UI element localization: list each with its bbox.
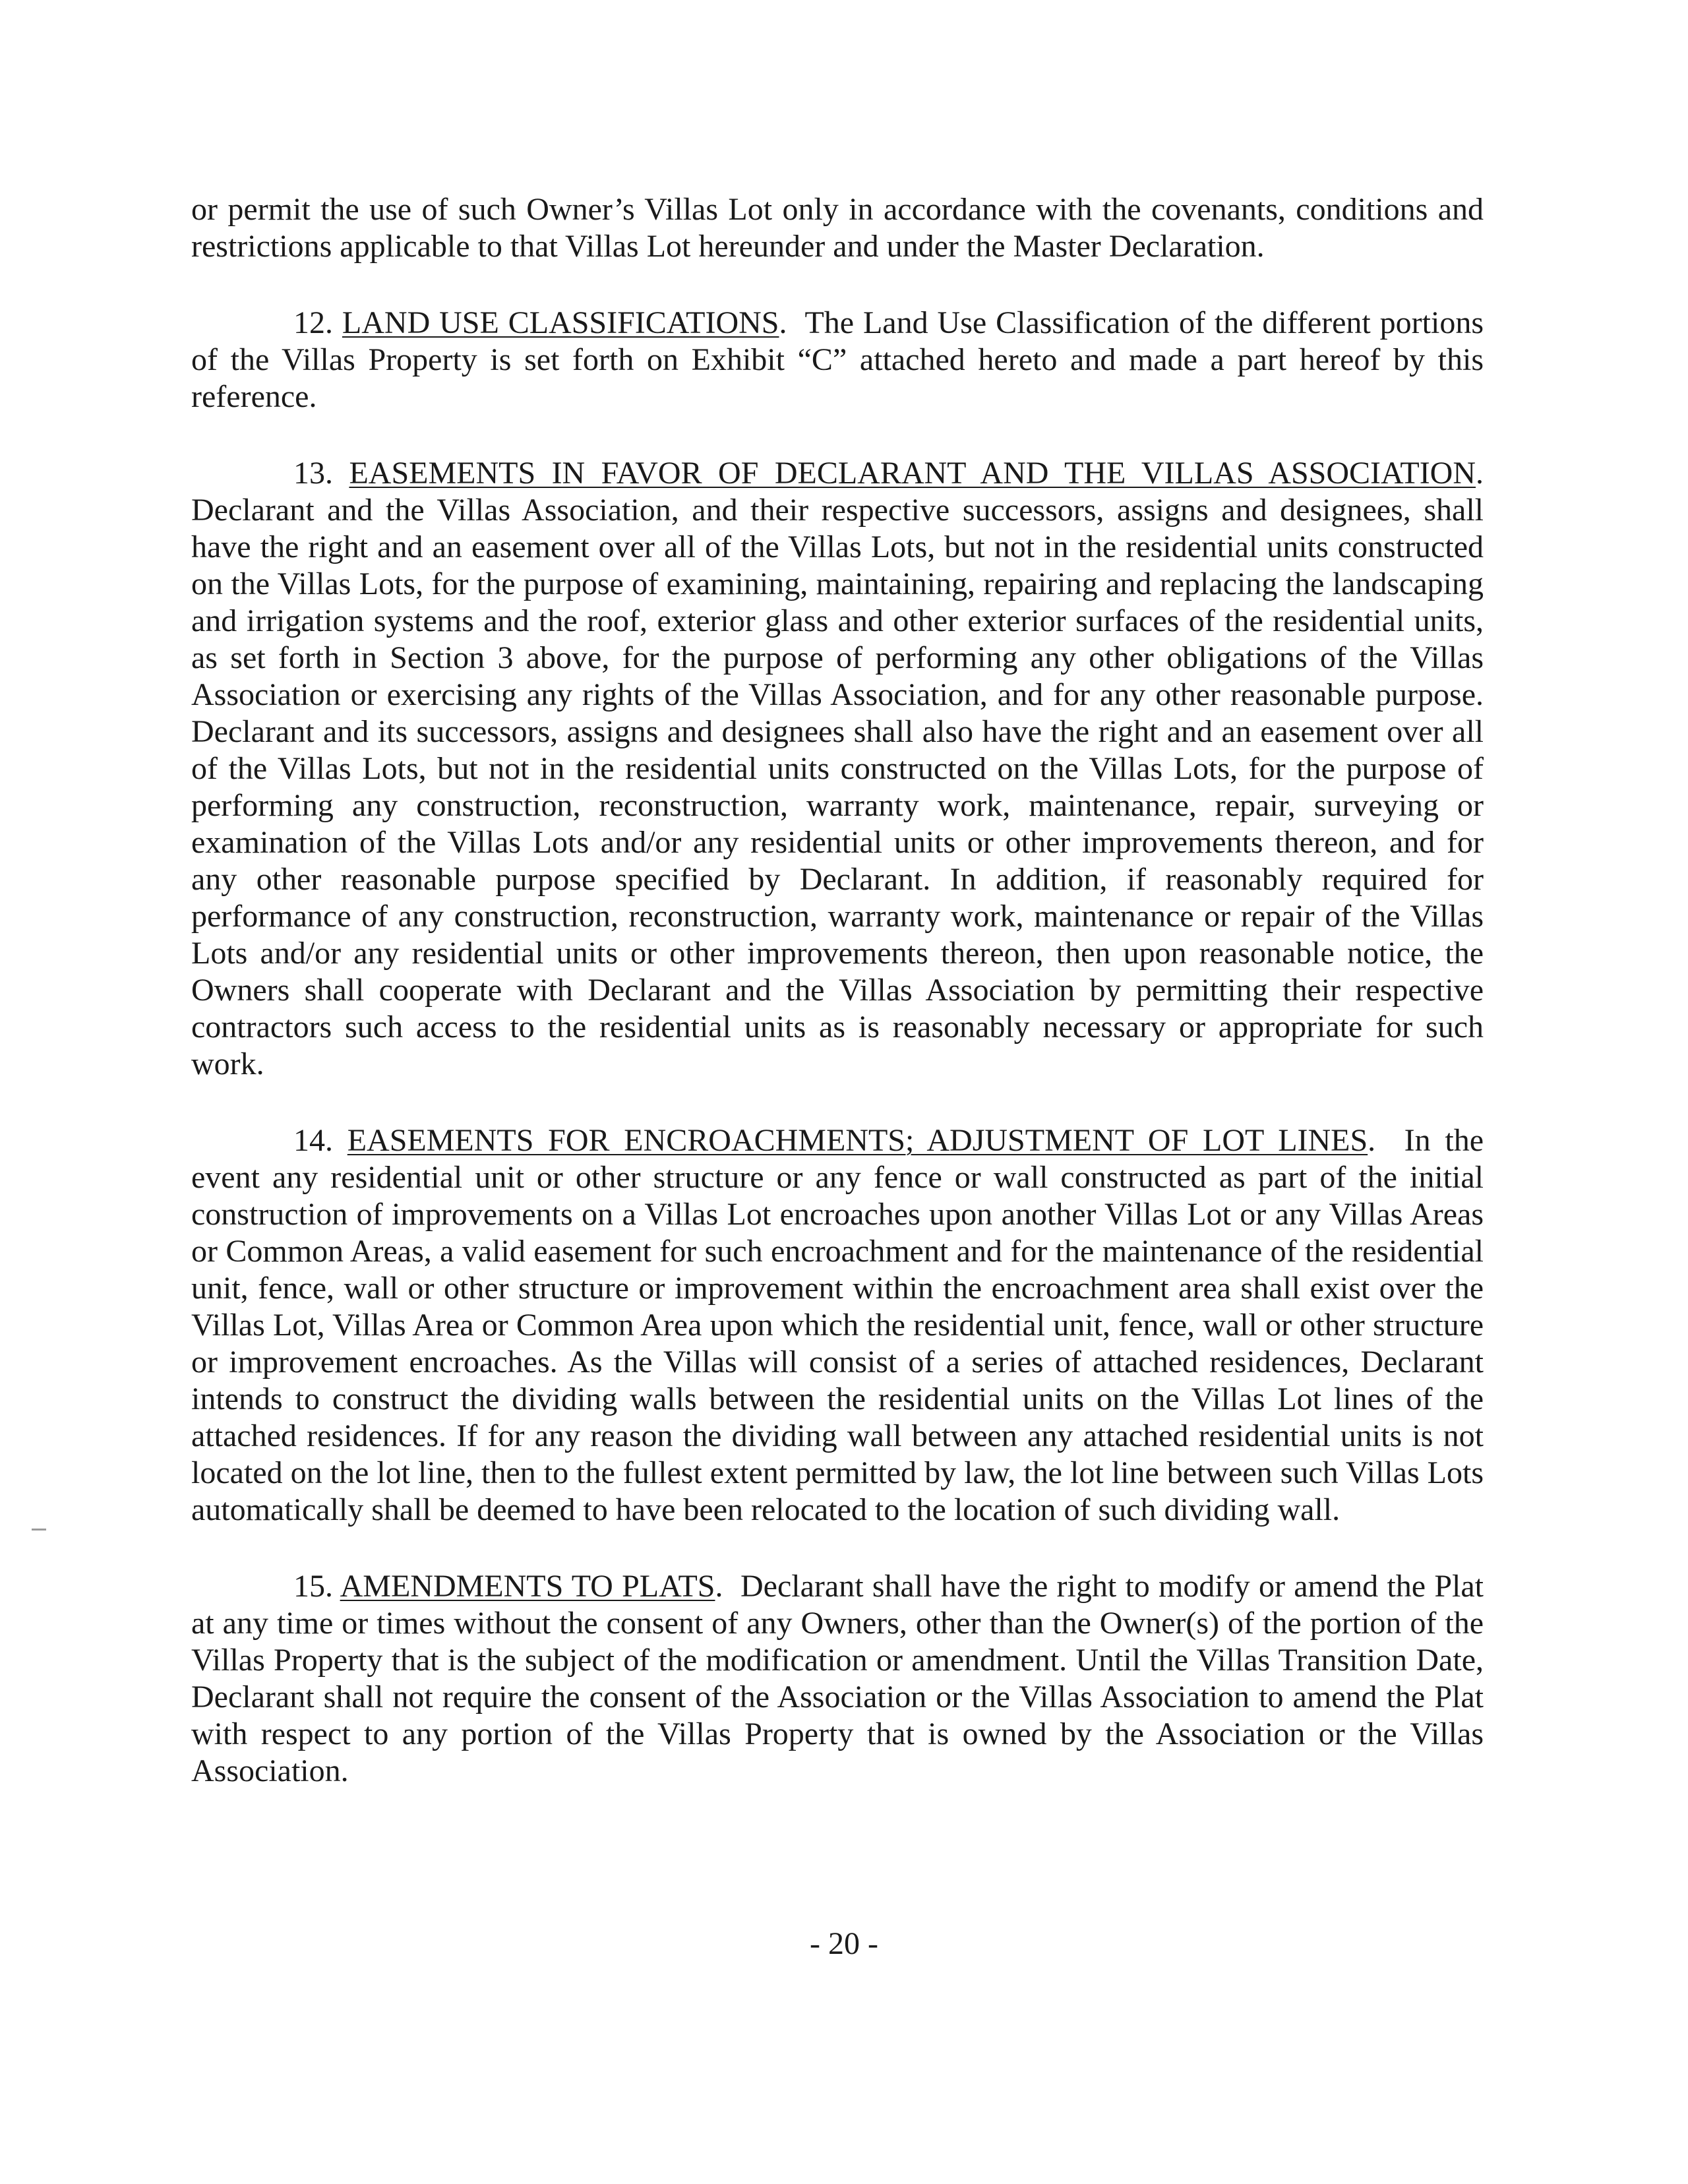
section-15-paragraph: 15. AMENDMENTS TO PLATS. Declarant shall have the right to modify or amend the Plat at any time or times without the consent of any Owners, other than the Owner(s) of the portion of the Villas Property that is the subject of the modification or amendment. Until the Villas Transition Date, Declarant shall not require the consent of the Association or the Villas Association to amend the Plat with respect to any portion of the Villas Property that is owned by the Association or the Villas Association. [191, 1569, 1484, 1788]
section-14-body: In the event any residential unit or other structure or any fence or wall constructed as part of the initial construction of improvements on a Villas Lot encroaches upon another Villas Lot or any Villas Areas or Common Areas, a valid easement for such encroachment and for the maintenance of the residential unit, fence, wall or other structure or improvement within the encroachment area shall exist over the Villas Lot, Villas Area or Common Area upon which the residential unit, fence, wall or other structure or improvement encroaches. As the Villas will consist of a series of attached residences, Declarant intends to construct the dividing walls between the residential units on the Villas Lot lines of the attached residences. If for any reason the dividing wall between any attached residential units is not located on the lot line, then to the fullest extent permitted by law, the lot line between such Villas Lots automatically shall be deemed to have been relocated to the location of such dividing wall. [191, 1123, 1484, 1527]
continuation-text: or permit the use of such Owner’s Villas Lot only in accordance with the covenants, conditions and restrictions applicable to that Villas Lot hereunder and under the Master Declaration. [191, 192, 1484, 264]
page-number: - 20 - [810, 1926, 878, 1961]
section-12-paragraph: 12. LAND USE CLASSIFICATIONS. The Land Use Classification of the different portions of the Villas Property is set forth on Exhibit “C” attached hereto and made a part hereof by this reference. [191, 305, 1484, 414]
section-14-heading: EASEMENTS FOR ENCROACHMENTS; ADJUSTMENT OF LOT LINES [347, 1123, 1368, 1158]
section-12-body: The Land Use Classification of the different portions of the Villas Property is set forth on Exhibit “C” attached hereto and made a part hereof by this reference. [191, 305, 1484, 414]
scan-artifact [32, 1529, 46, 1531]
section-12-number: 12. [293, 305, 333, 340]
section-13-body: Declarant and the Villas Association, and their respective successors, assigns and designees, shall have the right and an easement over all of the Villas Lots, but not in the residential units constructed on the Villas Lots, for the purpose of examining, maintaining, repairing and replacing the landscaping and irrigation systems and the roof, exterior glass and other exterior surfaces of the residential units, as set forth in Section 3 above, for the purpose of performing any other obligations of the Villas Association or exercising any rights of the Villas Association, and for any other reasonable purpose. Declarant and its successors, assigns and designees shall also have the right and an easement over all of the Villas Lots, but not in the residential units constructed on the Villas Lots, for the purpose of performing any construction, reconstruction, warranty work, maintenance, repair, surveying or examination of the Villas Lots and/or any residential units or other improvements thereon, and for any other reasonable purpose specified by Declarant. In addition, if reasonably required for performance of any construction, reconstruction, warranty work, maintenance or repair of the Villas Lots and/or any residential units or other improvements thereon, then upon reasonable notice, the Owners shall cooperate with Declarant and the Villas Association by permitting their respective contractors such access to the residential units as is reasonably necessary or appropriate for such work. [191, 493, 1484, 1081]
section-14-number: 14. [293, 1123, 333, 1158]
section-13-number: 13. [293, 456, 333, 491]
section-12-heading: LAND USE CLASSIFICATIONS [342, 305, 779, 340]
section-15-heading: AMENDMENTS TO PLATS [340, 1569, 715, 1604]
section-15-body: Declarant shall have the right to modify or amend the Plat at any time or times without the consent of any Owners, other than the Owner(s) of the portion of the Villas Property that is the subject of the modification or amendment. Until the Villas Transition Date, Declarant shall not require the consent of the Association or the Villas Association to amend the Plat with respect to any portion of the Villas Property that is owned by the Association or the Villas Association. [191, 1569, 1484, 1788]
continuation-paragraph [191, 191, 1484, 265]
section-14-paragraph: 14. EASEMENTS FOR ENCROACHMENTS; ADJUSTMENT OF LOT LINES. In the event any residential unit or other structure or any fence or wall constructed as part of the initial construction of improvements on a Villas Lot encroaches upon another Villas Lot or any Villas Areas or Common Areas, a valid easement for such encroachment and for the maintenance of the residential unit, fence, wall or other structure or improvement within the encroachment area shall exist over the Villas Lot, Villas Area or Common Area upon which the residential unit, fence, wall or other structure or improvement encroaches. As the Villas will consist of a series of attached residences, Declarant intends to construct the dividing walls between the residential units on the Villas Lot lines of the attached residences. If for any reason the dividing wall between any attached residential units is not located on the lot line, then to the fullest extent permitted by law, the lot line between such Villas Lots automatically shall be deemed to have been relocated to the location of such dividing wall. [191, 1123, 1484, 1527]
section-13-heading: EASEMENTS IN FAVOR OF DECLARANT AND THE VILLAS ASSOCIATION [349, 456, 1476, 491]
section-13-paragraph: 13. EASEMENTS IN FAVOR OF DECLARANT AND THE VILLAS ASSOCIATION. Declarant and the Villas Association, and their respective successors, assigns and designees, shall have the right and an easement over all of the Villas Lots, but not in the residential units constructed on the Villas Lots, for the purpose of examining, maintaining, repairing and replacing the landscaping and irrigation systems and the roof, exterior glass and other exterior surfaces of the residential units, as set forth in Section 3 above, for the purpose of performing any other obligations of the Villas Association or exercising any rights of the Villas Association, and for any other reasonable purpose. Declarant and its successors, assigns and designees shall also have the right and an easement over all of the Villas Lots, but not in the residential units constructed on the Villas Lots, for the purpose of performing any construction, reconstruction, warranty work, maintenance, repair, surveying or examination of the Villas Lots and/or any residential units or other improvements thereon, and for any other reasonable purpose specified by Declarant. In addition, if reasonably required for performance of any construction, reconstruction, warranty work, maintenance or repair of the Villas Lots and/or any residential units or other improvements thereon, then upon reasonable notice, the Owners shall cooperate with Declarant and the Villas Association by permitting their respective contractors such access to the residential units as is reasonably necessary or appropriate for such work. [191, 456, 1484, 1081]
section-15-number: 15. [293, 1569, 333, 1604]
document-page [191, 191, 1484, 1790]
